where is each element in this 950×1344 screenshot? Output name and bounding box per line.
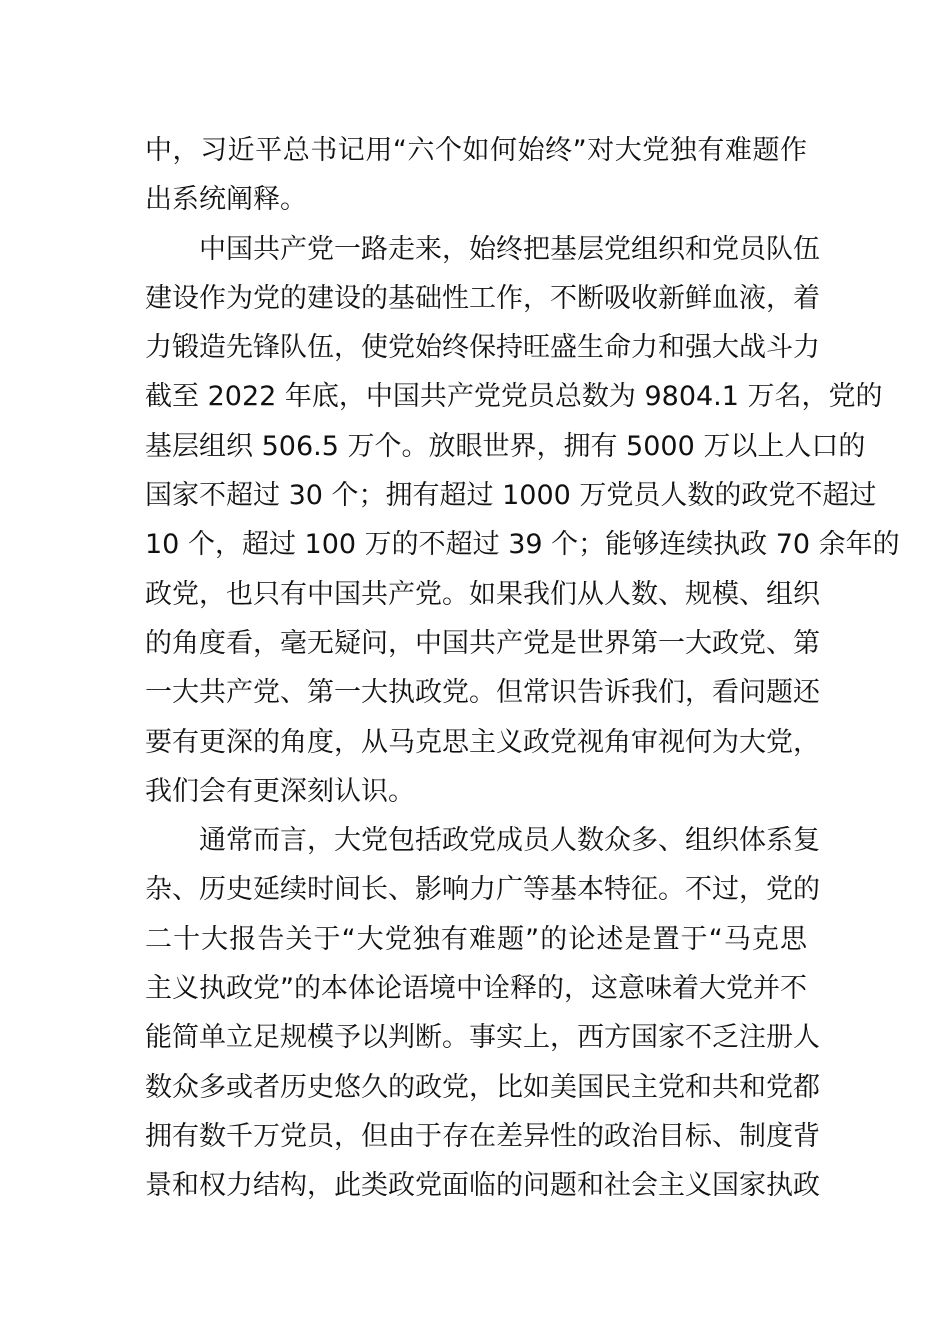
text-line: 杂、历史延续时间长、影响力广等基本特征。不过，党的 (145, 874, 820, 906)
text-line: 中，习近平总书记用“六个如何始终”对大党独有难题作 (145, 135, 807, 166)
text-line: 建设作为党的建设的基础性工作，不断吸收新鲜血液，着 (145, 282, 820, 314)
text-line: 数众多或者历史悠久的政党，比如美国民主党和共和党都 (145, 1071, 820, 1103)
text-line: 出系统阐释。 (145, 184, 307, 216)
paragraph-3 (145, 816, 820, 1210)
document-body (145, 126, 900, 1211)
text-line: 国家不超过 30 个；拥有超过 1000 万党员人数的政党不超过 (145, 480, 877, 512)
text-line: 拥有数千万党员，但由于存在差异性的政治目标、制度背 (145, 1120, 820, 1152)
paragraph-1 (145, 126, 807, 225)
text-line: 力锻造先锋队伍，使党始终保持旺盛生命力和强大战斗力 (145, 332, 820, 364)
text-line: 景和权力结构，此类政党面临的问题和社会主义国家执政 (145, 1170, 820, 1202)
text-line: 一大共产党、第一大执政党。但常识告诉我们，看问题还 (145, 677, 820, 709)
text-line: 截至 2022 年底，中国共产党党员总数为 9804.1 万名，党的 (145, 381, 883, 413)
text-line: 我们会有更深刻认识。 (145, 775, 415, 807)
text-line: 基层组织 506.5 万个。放眼世界，拥有 5000 万以上人口的 (145, 430, 866, 462)
paragraph-2 (145, 225, 900, 817)
text-line: 二十大报告关于“大党独有难题”的论述是置于“马克思 (145, 923, 807, 955)
text-line: 中国共产党一路走来，始终把基层党组织和党员队伍 (199, 233, 820, 265)
text-line: 能简单立足规模予以判断。事实上，西方国家不乏注册人 (145, 1022, 820, 1054)
text-line: 的角度看，毫无疑问，中国共产党是世界第一大政党、第 (145, 627, 820, 659)
text-line: 要有更深的角度，从马克思主义政党视角审视何为大党， (145, 726, 820, 758)
text-line: 主义执政党”的本体论语境中诠释的，这意味着大党并不 (145, 973, 807, 1005)
text-line: 政党，也只有中国共产党。如果我们从人数、规模、组织 (145, 578, 820, 610)
text-line: 通常而言，大党包括政党成员人数众多、组织体系复 (199, 825, 820, 857)
text-line: 10 个，超过 100 万的不超过 39 个；能够连续执政 70 余年的 (145, 529, 900, 561)
